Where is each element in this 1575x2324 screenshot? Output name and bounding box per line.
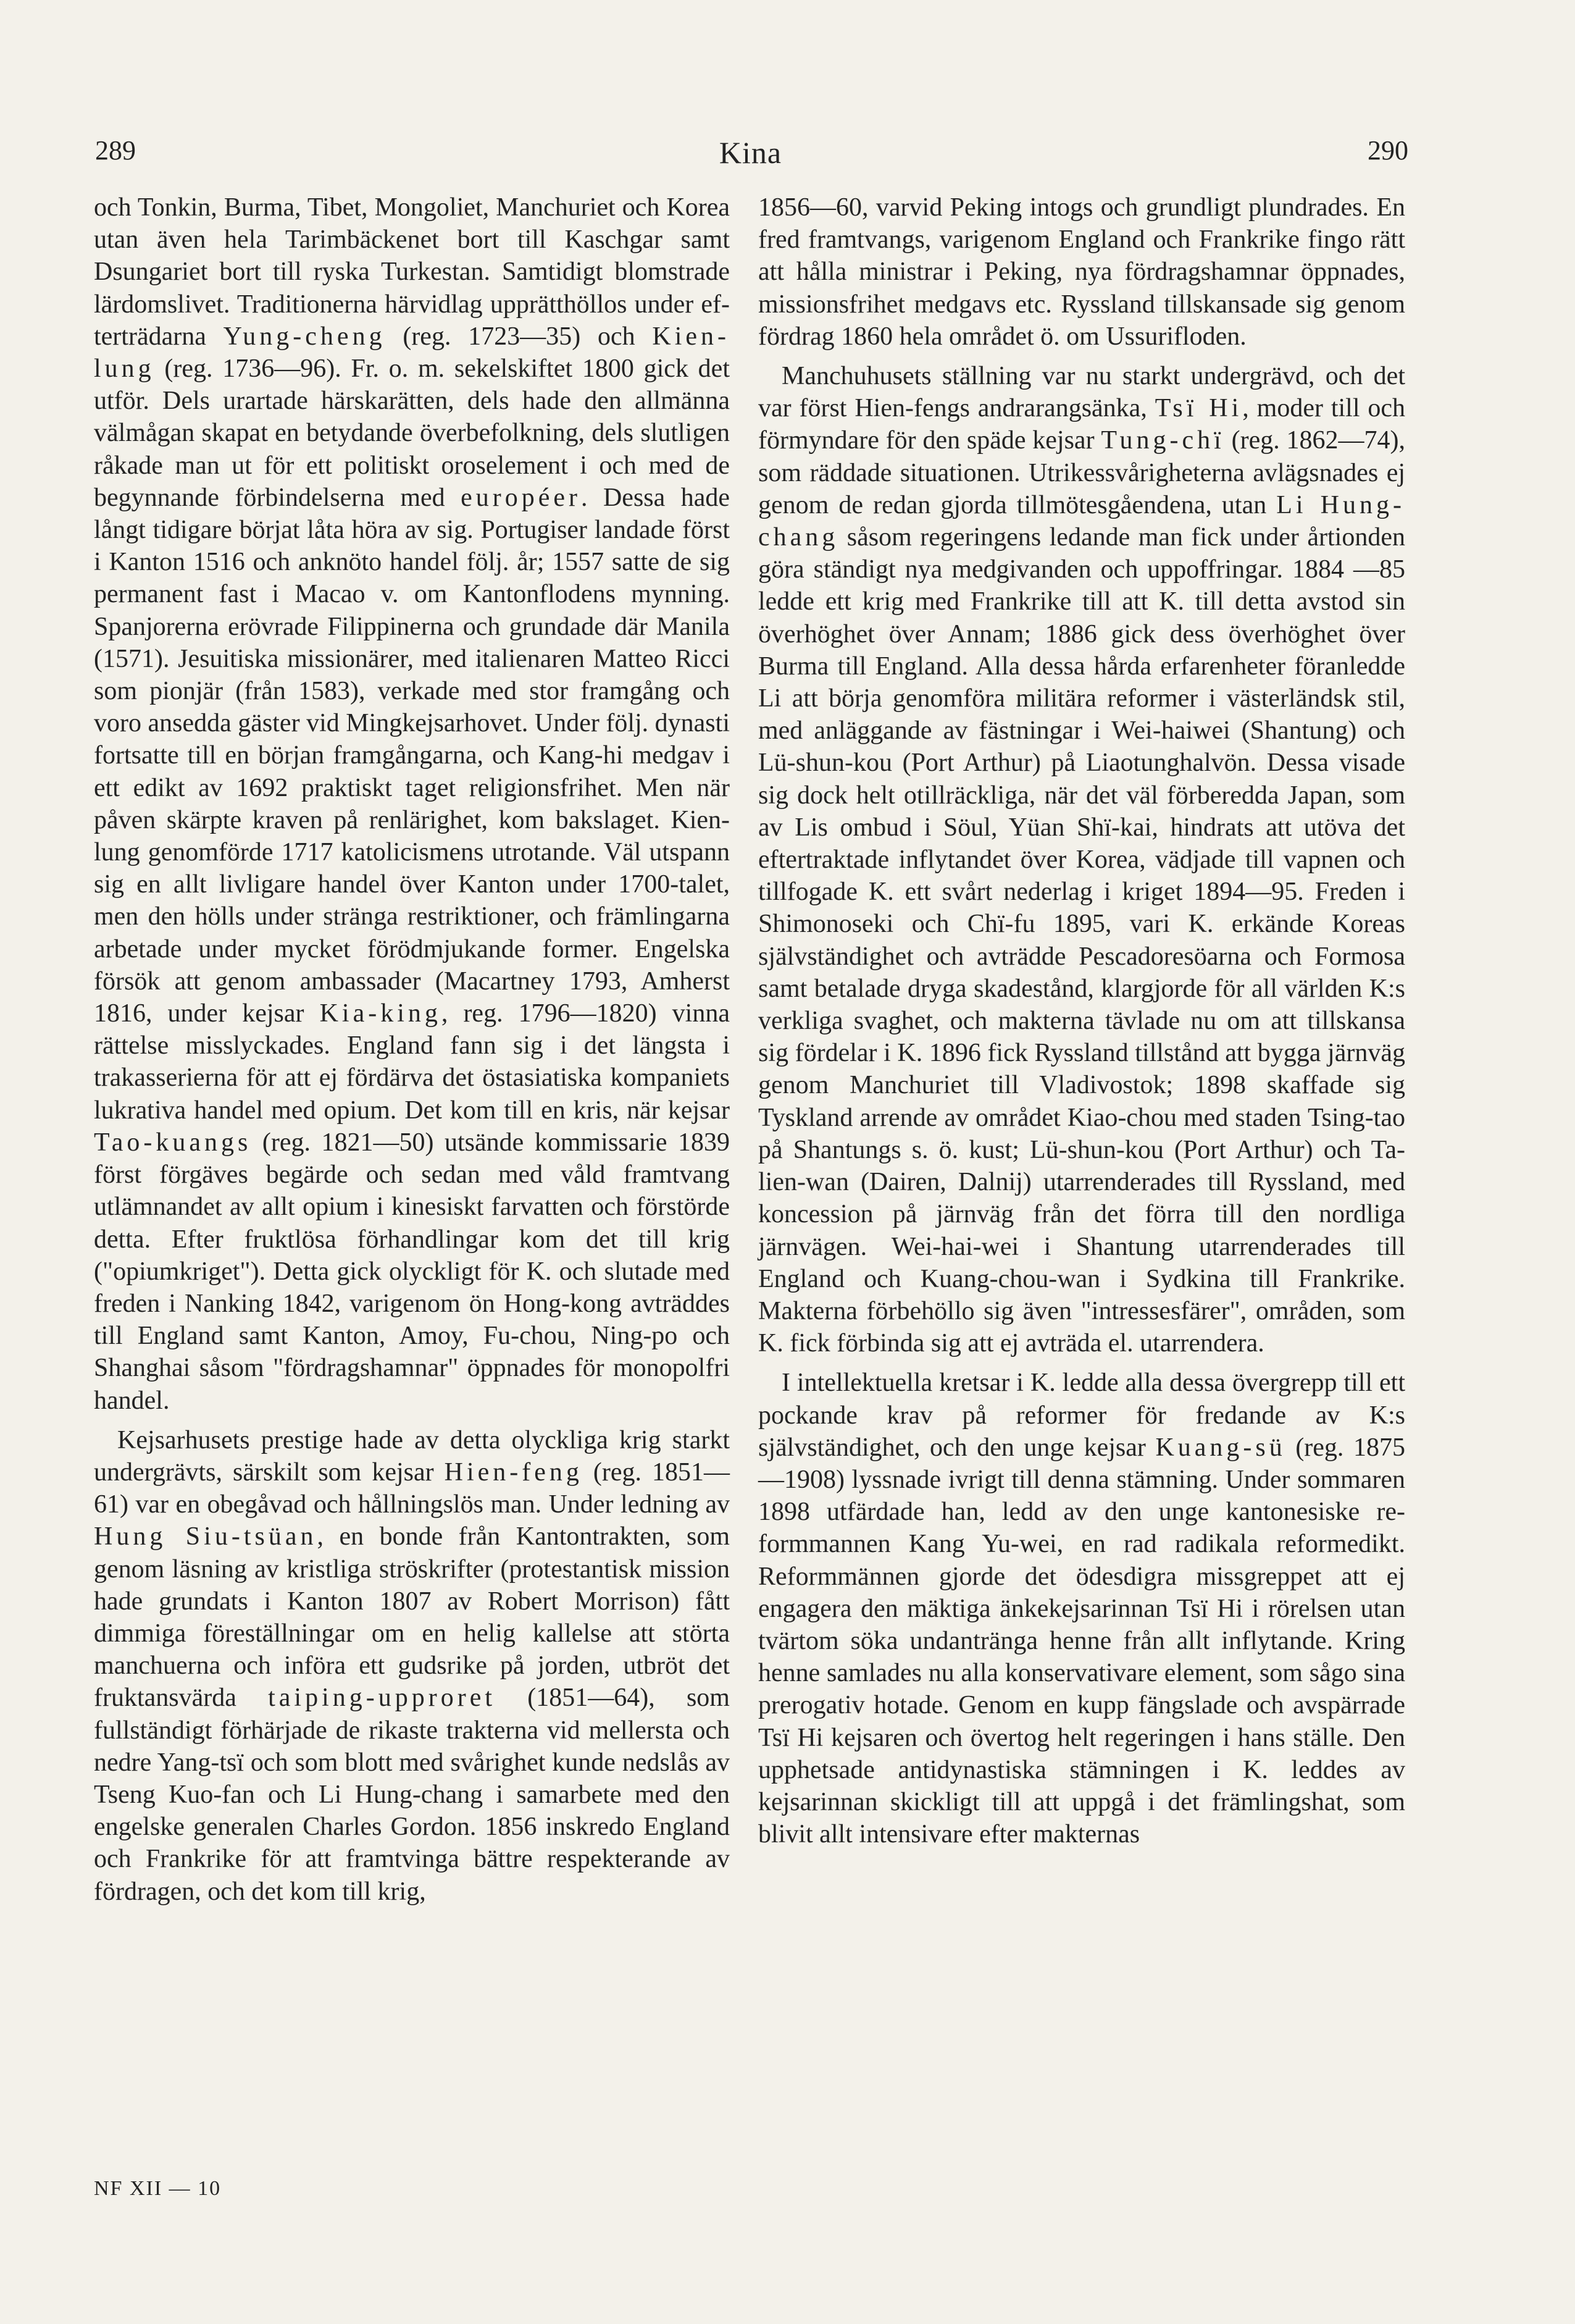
emphasized-name: Tao-kuangs bbox=[94, 1128, 252, 1157]
emphasized-name: Yung-cheng bbox=[223, 322, 386, 351]
page-header bbox=[93, 135, 1408, 178]
paragraph: I intellektuella kretsar i K. ledde alla dessa övergrepp till ett pockande krav på reformer för fredande av K:s självständighet, och den unge kejsar Kuang-sü (reg. 1875—1908) lyssnade ivrigt till denna stämning. Under sommaren 1898 utfärdade han, ledd av den unge kantonesiske reformmannen Kang Yu-wei, en rad radikala reformedikt. Reformmännen gjorde det ödesdigra missgreppet att ej engagera den mäktiga änkekejsarinnan Tsï Hi i rörelsen utan tvärtom söka undantränga henne från allt inflytande. Kring henne samlades nu alla konservativare element, som sågo sina prerogativ hotade. Genom en kupp fängslade och avspärrade Tsï Hi kejsaren och övertog helt regeringen i hans ställe. Den upphetsade antidynastiska stämningen i K. leddes av kejsarinnan skickligt till att uppgå i det främlingshat, som blivit allt intensivare efter makternas bbox=[758, 1369, 1405, 1849]
emphasized-name: Kia-king bbox=[319, 999, 441, 1028]
emphasized-name: Kien-lung bbox=[94, 322, 730, 384]
left-column bbox=[94, 191, 730, 1908]
emphasized-name: Tung-chï bbox=[1101, 426, 1225, 455]
printer-signature: NF XII — 10 bbox=[94, 2177, 222, 2200]
emphasized-term: taiping-upproret bbox=[268, 1684, 496, 1713]
paragraph: Manchuhusets ställning var nu starkt undergrävd, och det var först Hien-fengs andrarangsänka, Tsï Hi, moder till och förmyndare för den späde kejsar Tung-chï (reg. 1862—74), som räddade situationen. Utrikessvårigheterna avlägsnades ej genom de redan gjorda tillmötesgåendena, utan Li Hung-chang såsom regeringens ledande man fick under årtionden göra ständigt nya medgivanden och uppoffringar. 1884 —85 ledde ett krig med Frankrike till att K. till detta avstod sin överhöghet över Annam; 1886 gick dess överhöghet över Burma till England. Alla dessa hårda erfarenheter föranledde Li att börja genomföra militära reformer i västerländsk stil, med anläggande av fästningar i Wei-haiwei (Shantung) och Lü-shun-kou (Port Arthur) på Liaotunghalvön. Dessa visade sig dock helt otillräckliga, när det väl förberedda Japan, som av Lis ombud i Söul, Yüan Shï-kai, hindrats att utöva det eftertraktade inflytandet över Korea, vädjade till vapnen och tillfogade K. ett svårt nederlag i kriget 1894—95. Freden i Shimonoseki och Chï-fu 1895, vari K. erkände Koreas självständighet och avträdde Pescadoresöarna och Formosa samt betalade dryga skadestånd, klargjorde för all världen K:s verkliga svaghet, och makterna tävlade nu om att tillskansa sig fördelar i K. 1896 fick Ryssland tillstånd att bygga järnväg genom Manchuriet till Vladivostok; 1898 skaffade sig Tyskland arrende av området Kiao-chou med staden Tsing-tao på Shantungs s. ö. kust; Lü-shun-kou (Port Arthur) och Ta-lien-wan (Dairen, Dalnij) utarrenderades till Ryssland, med koncession på järnväg från det förra till den nordliga järnvägen. Wei-hai-wei i Shantung utarrenderades till England och Kuang-chou-wan i Sydkina till Frankrike. Makterna förbehöllo sig även "intressesfärer", områden, som K. fick förbinda sig att ej avträda el. utarrendera. bbox=[758, 362, 1405, 1358]
emphasized-name: Kuang-sü bbox=[1155, 1433, 1286, 1462]
emphasized-name: Hung Siu-tsüan bbox=[94, 1522, 317, 1551]
paragraph: 1856—60, varvid Peking intogs och grundligt plundrades. En fred framtvangs, varigenom England och Frankrike fingo rätt att hålla ministrar i Peking, nya fördragshamnar öppnades, missionsfrihet medgavs etc. Ryssland tillskansade sig genom fördrag 1860 hela området ö. om Ussurifloden. bbox=[758, 193, 1405, 351]
paragraph: Kejsarhusets prestige hade av detta olyckliga krig starkt undergrävts, särskilt som kejsar Hien-feng (reg. 1851—61) var en obegåvad och hållningslös man. Under ledning av Hung Siu-tsüan, en bonde från Kantontrakten, som genom läsning av kristliga ströskrifter (protestantisk mission hade grundats i Kanton 1807 av Robert Morrison) fått dimmiga föreställningar om en helig kallelse att störta manchuerna och införa ett gudsrike på jorden, utbröt det fruktansvärda taiping-upproret (1851—64), som fullständigt förhärjade de rikaste trakterna vid mellersta och nedre Yang-tsï och som blott med svårighet kunde nedslås av Tseng Kuo-fan och Li Hung-chang i samarbete med den engelske generalen Charles Gordon. 1856 inskredo England och Frankrike för att framtvinga bättre respekterande av fördragen, och det kom till krig, bbox=[94, 1425, 730, 1906]
emphasized-term: européer bbox=[461, 483, 582, 512]
paragraph: och Tonkin, Burma, Tibet, Mongoliet, Manchuriet och Korea utan även hela Tarimbäckenet bort till Kaschgar samt Dsungariet bort till ryska Turkestan. Samtidigt blomstrade lärdomslivet. Traditionerna härvidlag upprätthöllos under efterträdarna Yung-cheng (reg. 1723—35) och Kien-lung (reg. 1736—96). Fr. o. m. sekelskiftet 1800 gick det utför. Dels urartade härskarätten, dels hade den allmänna välmågan skapat en betydande överbefolkning, dels slutligen råkade man ut för ett politiskt oroselement i och med de begynnande förbindelserna med européer. Dessa hade långt tidigare börjat låta höra av sig. Portugiser landade först i Kanton 1516 och anknöto handel följ. år; 1557 satte de sig permanent fast i Macao v. om Kantonflodens mynning. Spanjorerna erövrade Filippinerna och grundade där Manila (1571). Jesuitiska missionärer, med italienaren Matteo Ricci som pionjär (från 1583), verkade med stor framgång och voro ansedda gäster vid Mingkejsarhovet. Under följ. dynasti fortsatte till en början framgångarna, och Kang-hi medgav i ett edikt av 1692 praktiskt taget religionsfrihet. Men när påven skärpte kraven på renlärighet, kom bakslaget. Kien-lung genomförde 1717 katolicismens utrotande. Väl utspann sig en allt livligare handel över Kanton under 1700-talet, men den hölls under stränga restriktioner, och främlingarna arbetade under mycket förödmjukande former. Engelska försök att genom ambassader (Macartney 1793, Amherst 1816, under kejsar Kia-king, reg. 1796—1820) vinna rättelse misslyckades. England fann sig i det längsta i trakasserierna för att ej fördärva det östasiatiska kompaniets lukrativa handel med opium. Det kom till en kris, när kejsar Tao-kuangs (reg. 1821—50) utsände kommissarie 1839 först förgäves begärde och sedan med våld framtvang utlämnandet av allt opium i kinesiskt farvatten och förstörde detta. Efter fruktlösa förhandlingar kom det till krig ("opiumkriget"). Detta gick olyckligt för K. och slutade med freden i Nanking 1842, varigenom ön Hong-kong avträddes till England samt Kanton, Amoy, Fu-chou, Ning-po och Shanghai såsom "fördragshamnar" öppnades för monopolfri handel. bbox=[94, 193, 730, 1415]
right-page-number: 290 bbox=[1368, 135, 1408, 166]
emphasized-name: Li Hung-chang bbox=[758, 490, 1405, 552]
running-head: Kina bbox=[719, 135, 782, 170]
left-page-number: 289 bbox=[95, 135, 136, 166]
right-column bbox=[758, 191, 1405, 1850]
emphasized-name: Tsï Hi bbox=[1155, 394, 1243, 423]
emphasized-name: Hien-feng bbox=[444, 1458, 583, 1487]
